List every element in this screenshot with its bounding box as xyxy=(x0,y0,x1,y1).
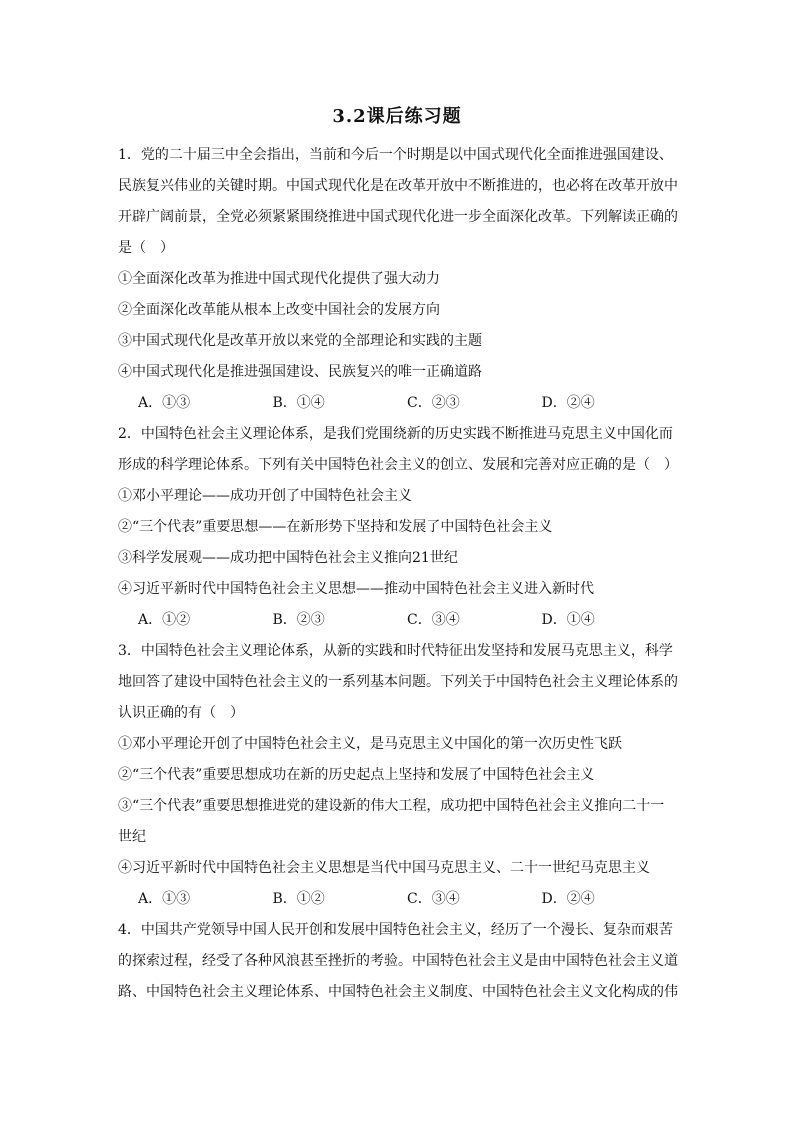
statement-item: ④中国式现代化是推进强国建设、民族复兴的唯一正确道路 xyxy=(118,364,482,380)
statement-item: ①邓小平理论开创了中国特色社会主义，是马克思主义中国化的第一次历史性飞跃 xyxy=(118,736,622,752)
statement-item: ①全面深化改革为推进中国式现代化提供了强大动力 xyxy=(118,271,440,287)
option-b: B．②③ xyxy=(272,612,325,628)
option-b: B．①② xyxy=(272,891,325,907)
statement-item: ④习近平新时代中国特色社会主义思想是当代中国马克思主义、二十一世纪马克思主义 xyxy=(118,860,650,876)
question-stem-line: 民族复兴伟业的关键时期。中国式现代化是在改革开放中不断推进的，也必将在改革开放中 xyxy=(118,178,678,194)
question-stem-line: 1．党的二十届三中全会指出，当前和今后一个时期是以中国式现代化全面推进强国建设、 xyxy=(118,147,673,163)
option-b: B．①④ xyxy=(272,395,325,411)
answer-options xyxy=(118,884,676,915)
statement-item: ③“三个代表”重要思想推进党的建设新的伟大工程，成功把中国特色社会主义推向二十一 xyxy=(118,798,665,814)
question-4 xyxy=(118,915,676,1008)
question-stem-line: 4．中国共产党领导中国人民开创和发展中国特色社会主义，经历了一个漫长、复杂而艰苦 xyxy=(118,922,673,938)
answer-options xyxy=(118,388,676,419)
option-c: C．③④ xyxy=(407,612,460,628)
option-d: D．②④ xyxy=(541,395,595,411)
question-2 xyxy=(118,419,676,636)
question-stem-line: 的探索过程，经受了各种风浪甚至挫折的考验。中国特色社会主义是由中国特色社会主义道 xyxy=(118,953,678,969)
option-a: A．①③ xyxy=(138,395,191,411)
option-c: C．③④ xyxy=(407,891,460,907)
option-d: D．①④ xyxy=(541,612,595,628)
page-title: 3.2课后练习题 xyxy=(332,106,462,127)
question-3 xyxy=(118,636,676,915)
option-c: C．②③ xyxy=(407,395,460,411)
question-stem-line: 是（ ） xyxy=(118,240,174,256)
question-stem-line: 地回答了建设中国特色社会主义的一系列基本问题。下列关于中国特色社会主义理论体系的 xyxy=(118,674,678,690)
question-stem-line: 3．中国特色社会主义理论体系，从新的实践和时代特征出发坚持和发展马克思主义，科学 xyxy=(118,643,673,659)
option-a: A．①③ xyxy=(138,891,191,907)
option-a: A．①② xyxy=(138,612,191,628)
statement-item: 世纪 xyxy=(118,829,146,845)
answer-options xyxy=(118,605,676,636)
option-d: D．②④ xyxy=(541,891,595,907)
question-stem-line: 2．中国特色社会主义理论体系，是我们党围绕新的历史实践不断推进马克思主义中国化而 xyxy=(118,426,673,442)
statement-item: ④习近平新时代中国特色社会主义思想——推动中国特色社会主义进入新时代 xyxy=(118,581,594,597)
question-stem-line: 开辟广阔前景，全党必须紧紧围绕推进中国式现代化进一步全面深化改革。下列解读正确的 xyxy=(118,209,678,225)
statement-item: ③中国式现代化是改革开放以来党的全部理论和实践的主题 xyxy=(118,333,482,349)
statement-item: ①邓小平理论——成功开创了中国特色社会主义 xyxy=(118,488,412,504)
question-stem-line: 路、中国特色社会主义理论体系、中国特色社会主义制度、中国特色社会主义文化构成的伟 xyxy=(118,984,678,1000)
statement-item: ②“三个代表”重要思想成功在新的历史起点上坚持和发展了中国特色社会主义 xyxy=(118,767,595,783)
question-stem-line: 认识正确的有（ ） xyxy=(118,705,244,721)
statement-item: ②“三个代表”重要思想——在新形势下坚持和发展了中国特色社会主义 xyxy=(118,519,553,535)
question-1 xyxy=(118,140,676,419)
statement-item: ②全面深化改革能从根本上改变中国社会的发展方向 xyxy=(118,302,440,318)
statement-item: ③科学发展观——成功把中国特色社会主义推向21世纪 xyxy=(118,550,458,566)
question-stem-line: 形成的科学理论体系。下列有关中国特色社会主义的创立、发展和完善对应正确的是（ ） xyxy=(118,457,678,473)
